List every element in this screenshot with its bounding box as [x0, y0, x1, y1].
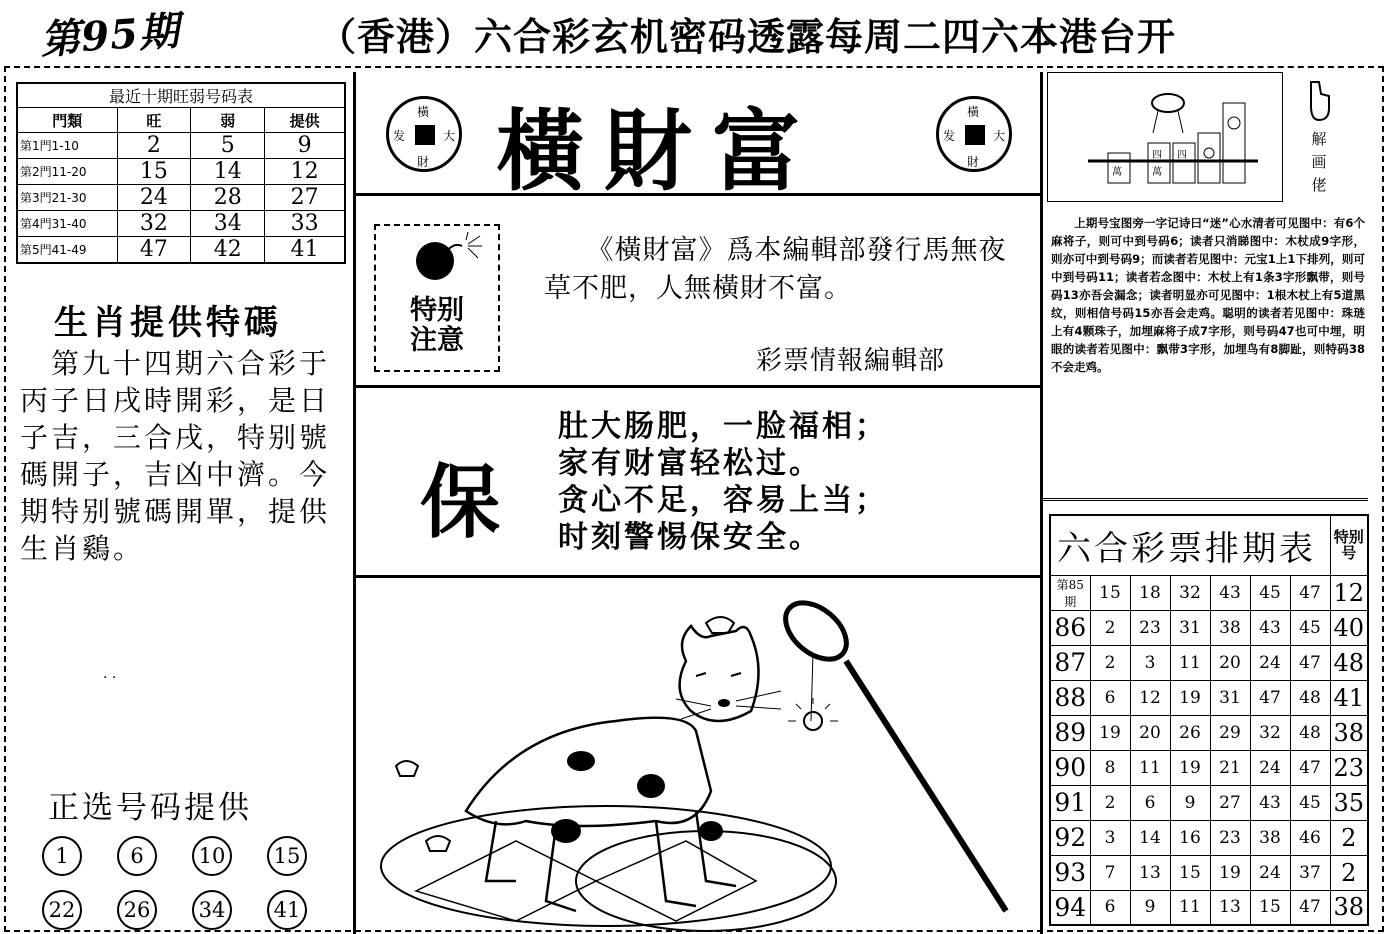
notice-text: 《橫財富》爲本編輯部發行馬無夜草不肥，人無橫財不富。 — [544, 235, 1007, 304]
period-cell: 91 — [1050, 785, 1090, 820]
spark-icon — [446, 232, 486, 262]
number-cell: 13 — [1130, 855, 1170, 890]
cat-drawing — [356, 581, 1040, 934]
left-column — [8, 70, 353, 932]
number-cell: 32 — [1250, 715, 1290, 750]
period-cell: 86 — [1050, 610, 1090, 645]
table-row — [1050, 820, 1368, 855]
cat-illustration — [356, 581, 1040, 934]
puzzle-hint-text: 上期号宝图旁一字记诗曰“迷”心水清者可见图中：有6个麻将子，则可中到号码6；读者只消睇图中：木杖成9字形，则亦可中到号码9；而读者若见图中：元宝1上1下排列，则可中到号码11；读者若念图中：木杖上有1条3字形飘带，则号码13亦吾会漏念；读者明显亦可见图中：1根木杖上有5道黑纹，则相信号码15亦吾会走鸡。聪明的读者若见图中：珠琏上有4颗珠子，加埋麻将子成7字形，则号码47也可中埋，明眼的读者若见图中：飘带3字形，加埋鸟有8脚趾，则特码38不会走鸡。 — [1051, 216, 1365, 374]
table-cell: 14 — [191, 159, 265, 185]
special-number-cell: 2 — [1330, 855, 1368, 890]
table-cell: 41 — [265, 237, 345, 264]
table-row — [17, 237, 345, 264]
decorative-dots: · · — [103, 670, 117, 686]
table-row — [1050, 610, 1368, 645]
coin-icon: 橫 大 財 发 — [936, 96, 1012, 172]
number-cell: 6 — [1090, 680, 1130, 715]
table-row — [1050, 785, 1368, 820]
number-cell: 24 — [1250, 645, 1290, 680]
weak-table-header: 提供 — [265, 108, 345, 133]
number-cell: 7 — [1090, 855, 1130, 890]
number-cell: 12 — [1130, 680, 1170, 715]
picks-grid — [42, 836, 342, 930]
table-cell: 24 — [117, 185, 191, 211]
headline: （香港）六合彩玄机密码透露每周二四六本港台开 — [318, 14, 1177, 59]
special-number-cell: 40 — [1330, 610, 1368, 645]
period-cell: 90 — [1050, 750, 1090, 785]
verse-section — [356, 388, 1040, 578]
verse-line: 贪心不足，容易上当； — [558, 483, 888, 518]
special-number-cell: 2 — [1330, 820, 1368, 855]
special-number-cell: 38 — [1330, 890, 1368, 925]
row-label: 第4門31-40 — [17, 211, 117, 237]
right-column — [1043, 72, 1368, 934]
number-cell: 43 — [1250, 610, 1290, 645]
number-cell: 2 — [1090, 610, 1130, 645]
number-cell: 15 — [1250, 890, 1290, 925]
table-cell: 2 — [117, 133, 191, 159]
table-cell: 32 — [117, 211, 191, 237]
number-cell: 31 — [1210, 680, 1250, 715]
svg-text:四: 四 — [1152, 150, 1162, 161]
notice-signature: 彩票情報編輯部 — [756, 346, 946, 376]
number-cell: 15 — [1090, 575, 1130, 610]
row-label: 第5門41-49 — [17, 237, 117, 264]
weak-table-caption: 最近十期旺弱号码表 — [17, 83, 345, 108]
notice-section — [356, 196, 1040, 388]
special-number-cell: 38 — [1330, 715, 1368, 750]
pick-number: 1 — [42, 836, 82, 876]
issue-number: 第95期 — [38, 7, 182, 64]
svg-text:四: 四 — [1177, 150, 1187, 161]
number-cell: 27 — [1210, 785, 1250, 820]
coin-icon: 橫 大 財 发 — [386, 96, 462, 172]
table-cell: 27 — [265, 185, 345, 211]
table-row — [17, 185, 345, 211]
schedule-caption — [1050, 515, 1368, 575]
notice-label-box — [374, 224, 500, 372]
schedule-table — [1049, 514, 1369, 926]
table-row — [1050, 750, 1368, 785]
masthead-title: 橫財富 — [496, 99, 821, 203]
zodiac-text: 第九十四期六合彩于丙子日戌時開彩，是日子吉，三合戌，特别號碼開子，吉凶中濟。今期特别號碼開單，提供生肖鷄。 — [20, 347, 331, 565]
table-cell: 42 — [191, 237, 265, 264]
verse-big-char: 保 — [420, 456, 500, 549]
verse-line: 家有财富轻松过。 — [558, 446, 822, 481]
number-cell: 31 — [1170, 610, 1210, 645]
special-number-cell: 48 — [1330, 645, 1368, 680]
puzzle-label: 解 画 佬 — [1311, 130, 1327, 194]
table-row — [1050, 645, 1368, 680]
number-cell: 2 — [1090, 785, 1130, 820]
period-cell: 89 — [1050, 715, 1090, 750]
masthead — [356, 72, 1040, 203]
number-cell: 16 — [1170, 820, 1210, 855]
number-cell: 47 — [1250, 680, 1290, 715]
number-cell: 45 — [1290, 610, 1330, 645]
period-cell: 88 — [1050, 680, 1090, 715]
table-cell: 12 — [265, 159, 345, 185]
period-cell: 92 — [1050, 820, 1090, 855]
number-cell: 24 — [1250, 750, 1290, 785]
table-row — [1050, 855, 1368, 890]
number-cell: 13 — [1210, 890, 1250, 925]
special-header: 特别号 — [1330, 515, 1368, 575]
number-cell: 48 — [1290, 680, 1330, 715]
puzzle-drawing — [1048, 73, 1284, 203]
pick-number: 22 — [42, 890, 82, 930]
number-cell: 43 — [1250, 785, 1290, 820]
section-divider — [1043, 498, 1368, 501]
notice-label: 特别 注意 — [410, 295, 464, 356]
pick-number: 26 — [117, 890, 157, 930]
period-cell: 第85期 — [1050, 575, 1090, 610]
table-cell: 9 — [265, 133, 345, 159]
number-cell: 6 — [1130, 785, 1170, 820]
number-cell: 9 — [1170, 785, 1210, 820]
period-cell: 87 — [1050, 645, 1090, 680]
puzzle-picture — [1047, 72, 1283, 202]
number-cell: 11 — [1170, 890, 1210, 925]
number-cell: 37 — [1290, 855, 1330, 890]
number-cell: 23 — [1210, 820, 1250, 855]
number-cell: 21 — [1210, 750, 1250, 785]
pick-number: 34 — [192, 890, 232, 930]
pick-number: 6 — [117, 836, 157, 876]
row-label: 第2門11-20 — [17, 159, 117, 185]
number-cell: 18 — [1130, 575, 1170, 610]
table-cell: 15 — [117, 159, 191, 185]
number-cell: 9 — [1130, 890, 1170, 925]
row-label: 第3門21-30 — [17, 185, 117, 211]
table-row — [1050, 680, 1368, 715]
number-cell: 19 — [1170, 680, 1210, 715]
table-cell: 47 — [117, 237, 191, 264]
number-cell: 20 — [1210, 645, 1250, 680]
number-cell: 45 — [1290, 785, 1330, 820]
special-number-cell: 12 — [1330, 575, 1368, 610]
special-number-cell: 41 — [1330, 680, 1368, 715]
number-cell: 2 — [1090, 645, 1130, 680]
weak-table-header: 旺 — [117, 108, 191, 133]
number-cell: 32 — [1170, 575, 1210, 610]
svg-text:萬: 萬 — [1112, 167, 1122, 178]
period-cell: 93 — [1050, 855, 1090, 890]
number-cell: 19 — [1170, 750, 1210, 785]
number-cell: 14 — [1130, 820, 1170, 855]
table-row — [17, 133, 345, 159]
number-cell: 8 — [1090, 750, 1130, 785]
picks-title: 正选号码提供 — [48, 790, 252, 826]
table-row — [1050, 715, 1368, 750]
number-cell: 6 — [1090, 890, 1130, 925]
number-cell: 15 — [1170, 855, 1210, 890]
number-cell: 47 — [1290, 890, 1330, 925]
number-cell: 47 — [1290, 575, 1330, 610]
number-cell: 11 — [1130, 750, 1170, 785]
table-row — [1050, 890, 1368, 925]
number-cell: 47 — [1290, 645, 1330, 680]
special-number-cell: 35 — [1330, 785, 1368, 820]
verse-line: 时刻警惕保安全。 — [558, 520, 822, 555]
number-cell: 46 — [1290, 820, 1330, 855]
number-cell: 48 — [1290, 715, 1330, 750]
table-cell: 28 — [191, 185, 265, 211]
row-label: 第1門1-10 — [17, 133, 117, 159]
table-row — [17, 211, 345, 237]
number-cell: 11 — [1170, 645, 1210, 680]
weak-strong-table — [16, 82, 346, 264]
period-cell: 94 — [1050, 890, 1090, 925]
table-cell: 5 — [191, 133, 265, 159]
number-cell: 19 — [1090, 715, 1130, 750]
table-cell: 34 — [191, 211, 265, 237]
weak-table-header: 門類 — [17, 108, 117, 133]
number-cell: 45 — [1250, 575, 1290, 610]
number-cell: 38 — [1250, 820, 1290, 855]
special-number-cell: 23 — [1330, 750, 1368, 785]
number-cell: 26 — [1170, 715, 1210, 750]
zodiac-title: 生肖提供特碼 — [54, 303, 282, 343]
number-cell: 20 — [1130, 715, 1170, 750]
pick-number: 41 — [267, 890, 307, 930]
table-cell: 33 — [265, 211, 345, 237]
verse-lines — [558, 408, 888, 556]
verse-line: 肚大肠肥，一脸福相； — [558, 409, 888, 444]
table-row — [17, 159, 345, 185]
number-cell: 29 — [1210, 715, 1250, 750]
weak-table-header: 弱 — [191, 108, 265, 133]
number-cell: 24 — [1250, 855, 1290, 890]
svg-text:萬: 萬 — [1152, 167, 1162, 178]
number-cell: 3 — [1090, 820, 1130, 855]
schedule-title: 六合彩票排期表 — [1050, 515, 1330, 575]
middle-column — [356, 72, 1040, 934]
number-cell: 47 — [1290, 750, 1330, 785]
number-cell: 19 — [1210, 855, 1250, 890]
number-cell: 43 — [1210, 575, 1250, 610]
number-cell: 38 — [1210, 610, 1250, 645]
pointing-hand-icon — [1305, 80, 1333, 124]
number-cell: 3 — [1130, 645, 1170, 680]
number-cell: 23 — [1130, 610, 1170, 645]
table-row — [1050, 575, 1368, 610]
header — [0, 0, 1388, 62]
pick-number: 15 — [267, 836, 307, 876]
pick-number: 10 — [192, 836, 232, 876]
